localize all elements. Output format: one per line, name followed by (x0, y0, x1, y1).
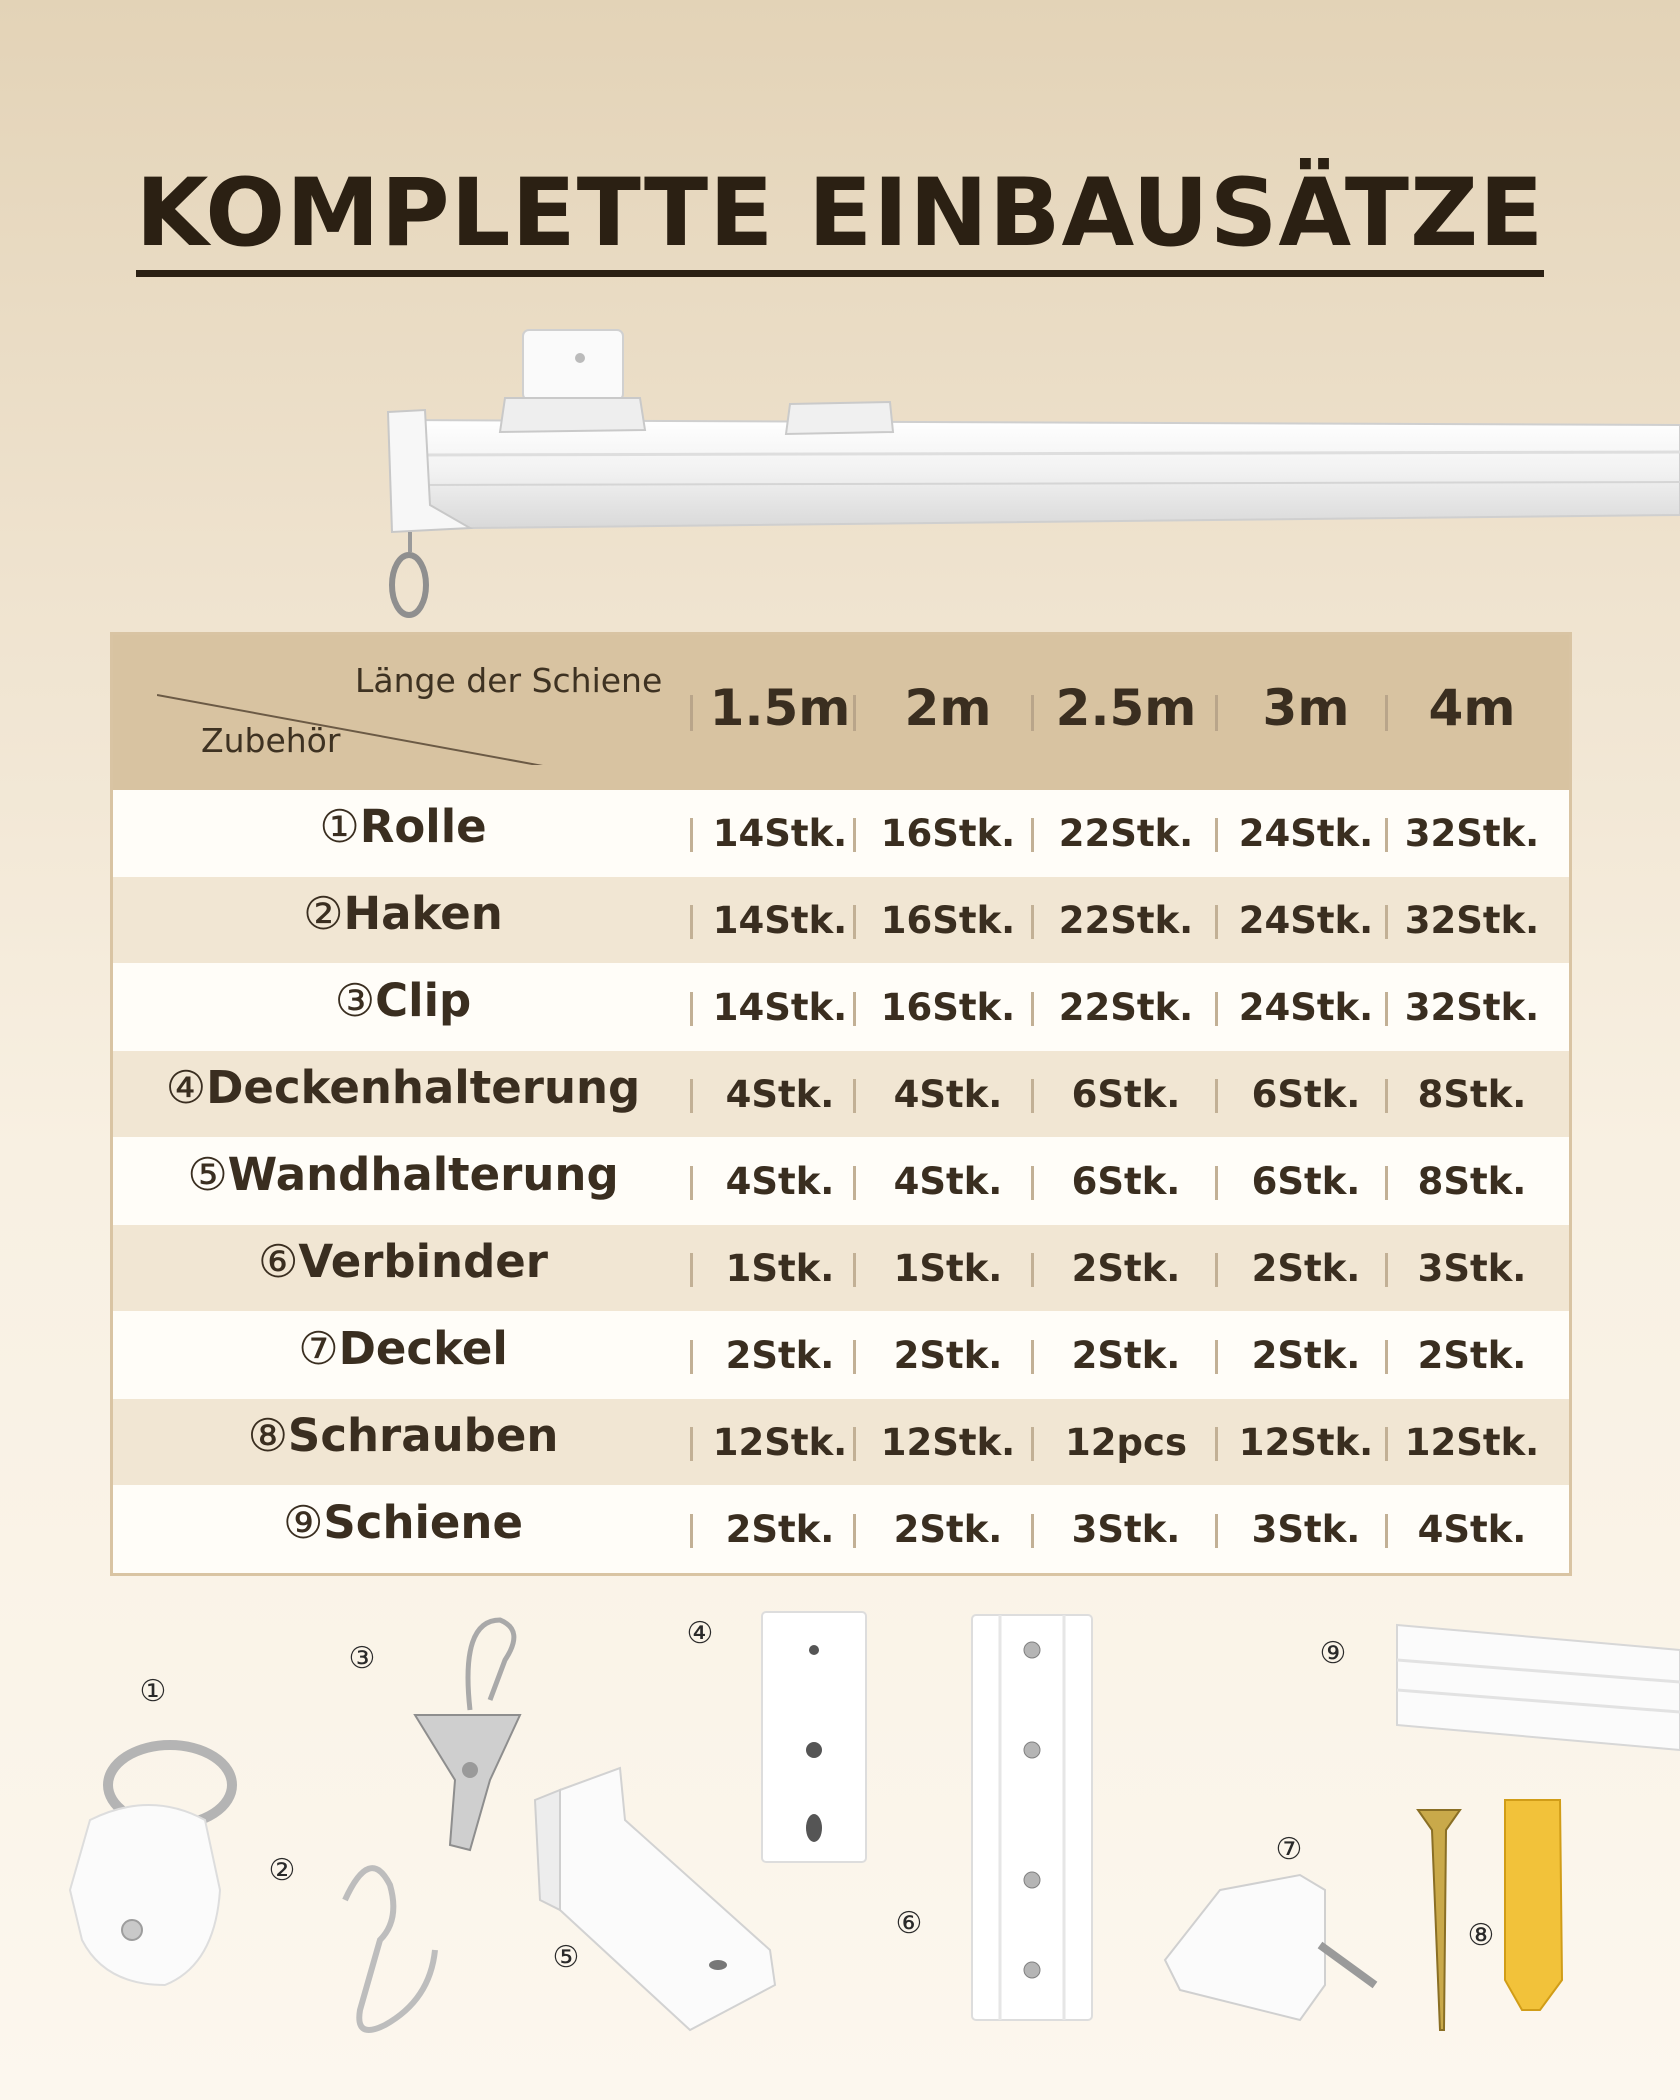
cell-separator (853, 1427, 856, 1461)
accessory-name: Haken (343, 887, 503, 940)
cell-separator (690, 818, 693, 852)
quantity-cell: 4Stk. (1417, 1508, 1527, 1551)
accessory-name: Verbinder (298, 1235, 549, 1288)
cell-separator (853, 1166, 856, 1200)
accessory-name-cell (113, 1148, 693, 1201)
screw-and-dowel-part (1418, 1800, 1562, 2030)
cell-separator (690, 905, 693, 939)
cell-separator (853, 1079, 856, 1113)
quantity-cell: 3Stk. (1417, 1247, 1527, 1290)
accessory-number: ① (319, 800, 360, 853)
curtain-rail-illustration (0, 300, 1680, 630)
quantity-cell: 6Stk. (1071, 1073, 1181, 1116)
page-title: KOMPLETTE EINBAUSÄTZE (136, 165, 1545, 277)
page-title-wrap (0, 159, 1680, 277)
header-separator (853, 695, 856, 731)
roller-part (70, 1745, 232, 1985)
accessory-name: Schiene (323, 1496, 523, 1549)
cell-separator (853, 1340, 856, 1374)
quantity-cell: 16Stk. (880, 812, 1016, 855)
quantity-cell: 2Stk. (1251, 1247, 1361, 1290)
cell-separator (853, 905, 856, 939)
accessory-number: ⑥ (257, 1235, 299, 1288)
quantity-cell: 6Stk. (1251, 1073, 1361, 1116)
quantity-cell: 8Stk. (1417, 1160, 1527, 1203)
cell-separator (1031, 1340, 1034, 1374)
header-length-label: Länge der Schiene (355, 661, 663, 700)
accessory-name: Deckel (338, 1322, 508, 1375)
quantity-cell: 22Stk. (1058, 899, 1194, 942)
part-label-8: ⑧ (1467, 1918, 1495, 1953)
table-row (113, 1486, 1569, 1572)
cell-separator (853, 992, 856, 1026)
quantity-cell: 14Stk. (712, 986, 848, 1029)
end-cap-part (1165, 1875, 1375, 2020)
table-row (113, 877, 1569, 963)
quantity-cell: 6Stk. (1071, 1160, 1181, 1203)
quantity-cell: 12Stk. (1238, 1421, 1374, 1464)
cell-separator (853, 1253, 856, 1287)
cell-separator (1215, 1514, 1218, 1548)
part-label-2: ② (268, 1853, 296, 1888)
cell-separator (690, 1079, 693, 1113)
parts-illustration (0, 1590, 1680, 2100)
column-header-1-5m: 1.5m (709, 679, 851, 737)
accessory-number: ② (303, 887, 344, 940)
part-label-4: ④ (686, 1616, 714, 1651)
quantity-cell: 32Stk. (1404, 899, 1540, 942)
accessory-name-cell (113, 887, 693, 940)
cell-separator (1215, 992, 1218, 1026)
accessory-name: Deckenhalterung (206, 1061, 641, 1114)
accessory-number: ⑧ (247, 1409, 288, 1462)
quantity-cell: 1Stk. (893, 1247, 1003, 1290)
accessory-name-cell (113, 1061, 693, 1114)
quantity-cell: 3Stk. (1071, 1508, 1181, 1551)
connector-part (972, 1615, 1092, 2020)
quantity-cell: 2Stk. (725, 1508, 835, 1551)
quantity-cell: 16Stk. (880, 986, 1016, 1029)
accessory-name-cell (113, 1496, 693, 1549)
quantity-cell: 2Stk. (893, 1334, 1003, 1377)
quantity-cell: 32Stk. (1404, 986, 1540, 1029)
accessory-name: Rolle (359, 800, 487, 853)
quantity-cell: 12pcs (1065, 1421, 1187, 1464)
accessory-name-cell (113, 1409, 693, 1462)
quantity-cell: 22Stk. (1058, 986, 1194, 1029)
header-separator (1031, 695, 1034, 731)
cell-separator (1031, 905, 1034, 939)
accessory-name-cell (113, 1235, 693, 1288)
accessory-number: ⑤ (187, 1148, 228, 1201)
quantity-cell: 32Stk. (1404, 812, 1540, 855)
cell-separator (1031, 1514, 1034, 1548)
quantity-cell: 2Stk. (1417, 1334, 1527, 1377)
accessory-number: ⑨ (283, 1496, 324, 1549)
part-label-1: ① (139, 1674, 167, 1709)
cell-separator (1215, 818, 1218, 852)
quantity-cell: 24Stk. (1238, 899, 1374, 942)
quantity-cell: 4Stk. (893, 1160, 1003, 1203)
cell-separator (853, 1514, 856, 1548)
accessory-number: ④ (165, 1061, 207, 1114)
accessory-name: Clip (375, 974, 472, 1027)
quantity-cell: 24Stk. (1238, 986, 1374, 1029)
cell-separator (1031, 818, 1034, 852)
quantity-cell: 14Stk. (712, 899, 848, 942)
quantity-cell: 3Stk. (1251, 1508, 1361, 1551)
quantity-cell: 2Stk. (1251, 1334, 1361, 1377)
ceiling-bracket-part (762, 1612, 866, 1862)
quantity-cell: 12Stk. (1404, 1421, 1540, 1464)
cell-separator (690, 1340, 693, 1374)
quantity-cell: 12Stk. (712, 1421, 848, 1464)
table-row (113, 1138, 1569, 1224)
column-header-2-5m: 2.5m (1055, 679, 1197, 737)
table-row (113, 1225, 1569, 1311)
cell-separator (690, 1166, 693, 1200)
table-header (113, 635, 1569, 790)
cell-separator (1031, 1427, 1034, 1461)
quantity-cell: 8Stk. (1417, 1073, 1527, 1116)
quantity-cell: 1Stk. (725, 1247, 835, 1290)
accessory-name-cell (113, 800, 693, 853)
accessory-name-cell (113, 974, 693, 1027)
cell-separator (1215, 1166, 1218, 1200)
cell-separator (1031, 992, 1034, 1026)
cell-separator (690, 1514, 693, 1548)
part-label-3: ③ (348, 1641, 376, 1676)
cell-separator (1215, 1253, 1218, 1287)
part-label-6: ⑥ (895, 1906, 923, 1941)
cell-separator (690, 992, 693, 1026)
quantity-cell: 14Stk. (712, 812, 848, 855)
header-accessory-label: Zubehör (201, 721, 341, 760)
quantity-cell: 16Stk. (880, 899, 1016, 942)
quantity-cell: 24Stk. (1238, 812, 1374, 855)
cell-separator (1215, 1427, 1218, 1461)
part-label-7: ⑦ (1275, 1832, 1303, 1867)
quantity-cell: 12Stk. (880, 1421, 1016, 1464)
cell-separator (1031, 1079, 1034, 1113)
cell-separator (690, 1427, 693, 1461)
part-label-9: ⑨ (1319, 1636, 1347, 1671)
cell-separator (1215, 905, 1218, 939)
quantity-cell: 4Stk. (725, 1073, 835, 1116)
clip-part (415, 1620, 520, 1850)
accessory-name: Schrauben (287, 1409, 559, 1462)
header-separator (690, 695, 693, 731)
cell-separator (1215, 1340, 1218, 1374)
cell-separator (853, 818, 856, 852)
table-row (113, 1312, 1569, 1398)
part-label-5: ⑤ (552, 1940, 580, 1975)
cell-separator (1031, 1253, 1034, 1287)
column-header-3m: 3m (1262, 679, 1350, 737)
quantity-cell: 6Stk. (1251, 1160, 1361, 1203)
table-row (113, 1051, 1569, 1137)
quantity-cell: 2Stk. (725, 1334, 835, 1377)
cell-separator (1215, 1079, 1218, 1113)
accessory-name-cell (113, 1322, 693, 1375)
column-header-2m: 2m (904, 679, 992, 737)
table-row (113, 964, 1569, 1050)
table-row (113, 1399, 1569, 1485)
header-separator (1215, 695, 1218, 731)
accessory-name: Wandhalterung (227, 1148, 619, 1201)
accessory-number: ③ (334, 974, 376, 1027)
quantity-cell: 2Stk. (893, 1508, 1003, 1551)
quantity-cell: 4Stk. (725, 1160, 835, 1203)
hook-part (345, 1868, 435, 2030)
rail-segment-part (1397, 1625, 1680, 1750)
quantity-cell: 4Stk. (893, 1073, 1003, 1116)
quantity-cell: 22Stk. (1058, 812, 1194, 855)
accessory-number: ⑦ (298, 1322, 339, 1375)
wall-bracket-part (535, 1768, 775, 2030)
column-header-4m: 4m (1428, 679, 1516, 737)
quantity-cell: 2Stk. (1071, 1247, 1181, 1290)
quantity-cell: 2Stk. (1071, 1334, 1181, 1377)
cell-separator (690, 1253, 693, 1287)
cell-separator (1031, 1166, 1034, 1200)
table-row (113, 790, 1569, 876)
accessory-table (110, 632, 1572, 1576)
